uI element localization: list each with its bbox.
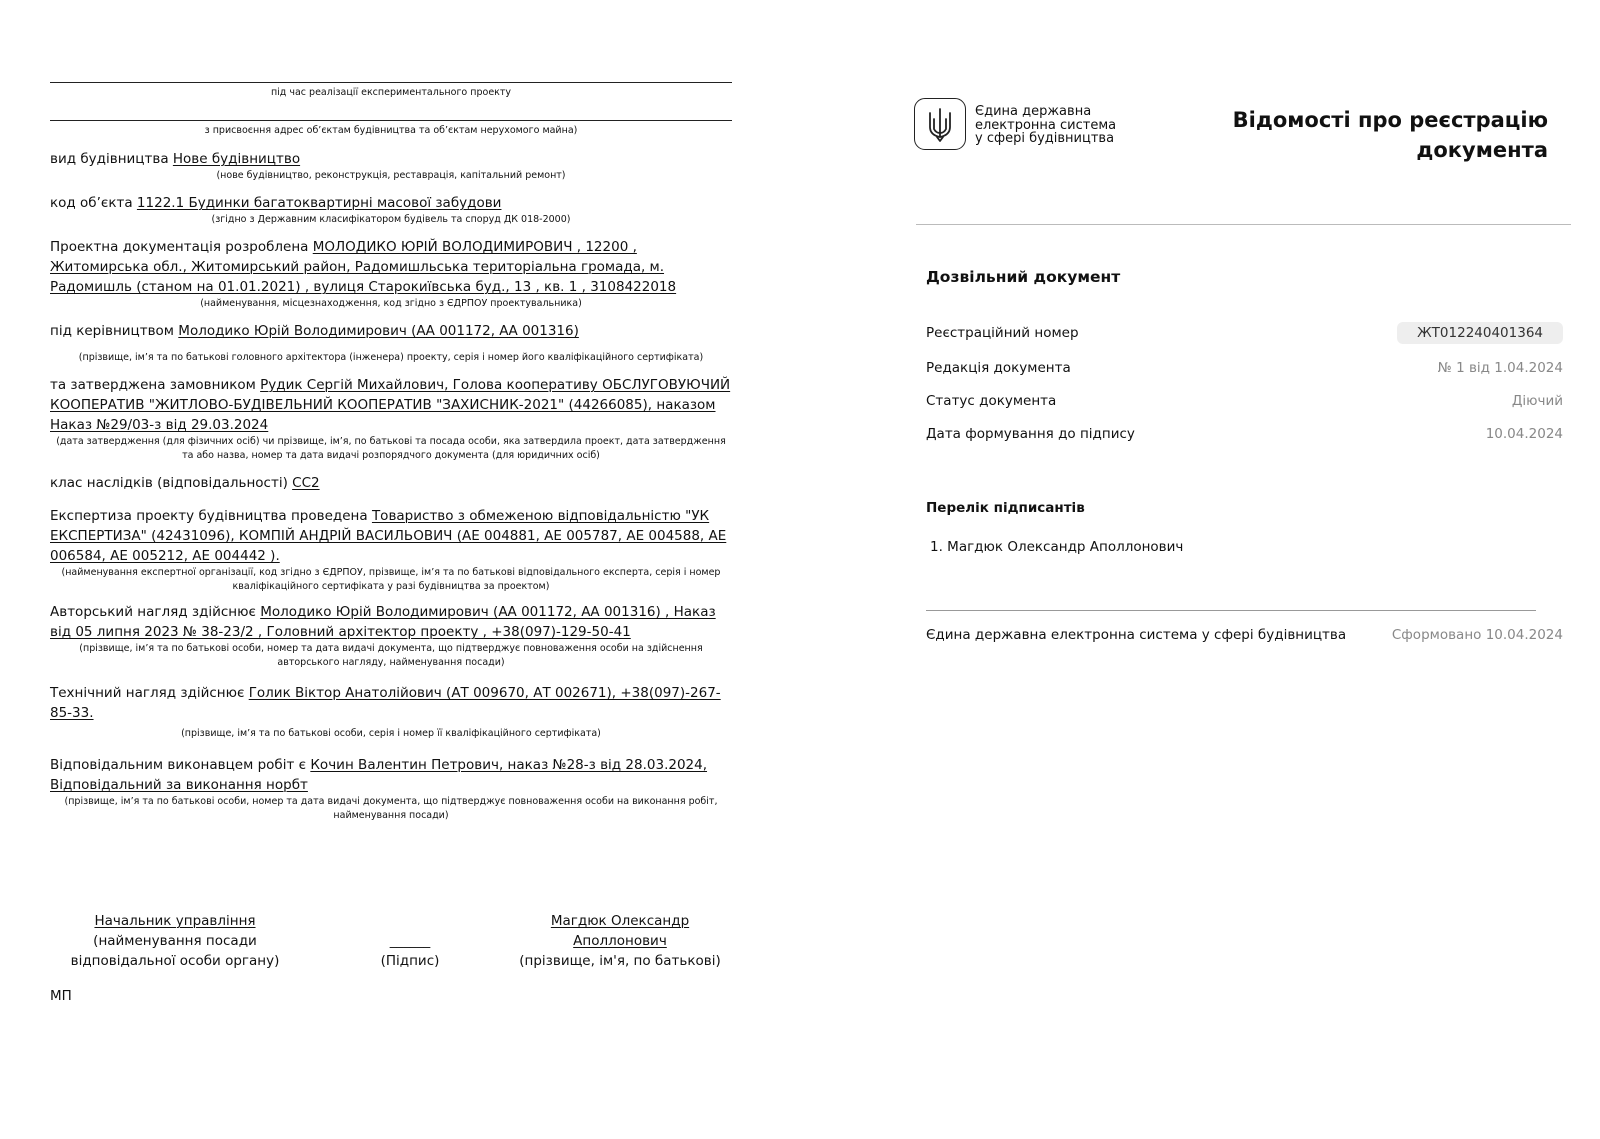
position-caption-1: (найменування посади (93, 933, 257, 949)
designer-value: МОЛОДИКО ЮРІЙ ВОЛОДИМИРОВИЧ , 12200 , Житомирська обл., Житомирський район, Радомишльська територіальна громада, м. Радомишль (станом на 01.01.2021) , вулиця Старокиївська буд., 13 , кв. 1 , 3108422018 (50, 239, 677, 295)
reg-number-row (926, 325, 1563, 347)
chief-architect-value: Молодико Юрій Володимирович (АА 001172, АА 001316) (178, 323, 579, 339)
blank-line-1 (50, 82, 732, 83)
signature-block (50, 911, 732, 971)
object-code-value: 1122.1 Будинки багатоквартирні масової забудови (136, 195, 502, 211)
approved-value: Рудик Сергій Михайлович, Голова кооперативу ОБСЛУГОВУЮЧИЙ КООПЕРАТИВ "ЖИТЛОВО-БУДІВЕЛЬНИЙ КООПЕРАТИВ "ЗАХИСНИК-2021" (44266085), наказом Наказ №29/03-з від 29.03.2024 (50, 377, 731, 433)
logo-line-1: Єдина державна (975, 104, 1092, 119)
chief-architect-field (50, 321, 732, 341)
approved-label: та затверджена замовником (50, 377, 256, 393)
executor-value: Кочин Валентин Петрович, наказ №28-з від 28.03.2024, Відповідальний за виконання норбт (50, 757, 708, 793)
permit-document-body (50, 72, 732, 823)
signature-sign (360, 931, 460, 971)
name-caption: (прізвище, ім'я, по батькові) (519, 953, 721, 969)
chief-architect-label: під керівництвом (50, 323, 174, 339)
status-value: Діючий (1511, 393, 1563, 409)
tech-supervision-label: Технічний нагляд здійснює (50, 685, 245, 701)
executor-caption: (прізвище, ім’я та по батькові особи, номер та дата видачі документа, що підтверджує повноваження особи на виконання робіт, найменування посади) (64, 796, 718, 821)
author-supervision-caption: (прізвище, ім’я та по батькові особи, номер та дата видачі документа, що підтверджує повноваження особи на здійснення авторського нагляду, найменування посади) (79, 643, 703, 668)
name-value-2: Аполлонович (573, 933, 667, 949)
signers-title: Перелік підписантів (926, 500, 1085, 516)
edition-row (926, 360, 1563, 382)
reg-number-badge: ЖТ012240401364 (1397, 322, 1563, 344)
edition-label: Редакція документа (926, 360, 1071, 376)
expertise-caption: (найменування експертної організації, код згідно з ЄДРПОУ, прізвище, ім’я та по батькові відповідального експерта, серія і номер кваліфікаційного сертифіката у разі будівництва за проектом) (61, 567, 721, 592)
construction-type-field (50, 149, 732, 169)
footer-divider (926, 610, 1536, 611)
sign-caption: (Підпис) (380, 953, 440, 969)
designer-field (50, 237, 732, 297)
section-title: Дозвільний документ (926, 268, 1121, 286)
title-line-2: документа (1416, 138, 1548, 162)
consequence-class-label: клас наслідків (відповідальності) (50, 475, 288, 491)
status-label: Статус документа (926, 393, 1057, 409)
consequence-class-field (50, 473, 732, 493)
construction-type-value: Нове будівництво (172, 151, 301, 167)
object-code-caption: (згідно з Державним класифікатором будівель та споруд ДК 018-2000) (211, 214, 571, 225)
construction-type-label: вид будівництва (50, 151, 169, 167)
signature-name (510, 911, 730, 971)
tech-supervision-field (50, 683, 732, 723)
chief-architect-caption: (прізвище, ім’я та по батькові головного архітектора (інженера) проекту, серія і номер його кваліфікаційного сертифіката) (78, 352, 704, 363)
footer-system-name: Єдина державна електронна система у сфері будівництва (926, 627, 1347, 643)
blank-line-2 (50, 120, 732, 121)
designer-caption: (найменування, місцезнаходження, код згідно з ЄДРПОУ проектувальника) (200, 298, 582, 309)
designer-label: Проектна документація розроблена (50, 239, 309, 255)
logo-line-3: у сфері будівництва (975, 131, 1115, 146)
footer-generated-date: Сформовано 10.04.2024 (1391, 627, 1563, 643)
tech-supervision-caption: (прізвище, ім’я та по батькові особи, серія і номер її кваліфікаційного сертифіката) (181, 728, 601, 739)
author-supervision-label: Авторський нагляд здійснює (50, 604, 256, 620)
executor-field (50, 755, 732, 795)
signer-item: 1. Магдюк Олександр Аполлонович (930, 539, 1184, 555)
caption-pilot: під час реалізації експериментального проекту (270, 87, 512, 98)
date-row (926, 426, 1563, 448)
author-supervision-value: Молодико Юрій Володимирович (АА 001172, АА 001316) , Наказ від 05 липня 2023 № 38-23/2 , Головний архітектор проекту , +38(097)-129-50-41 (50, 604, 716, 640)
caption-address: з присвоєння адрес об’єктам будівництва та об’єктам нерухомого майна) (204, 125, 578, 136)
expertise-label: Експертиза проекту будівництва проведена (50, 508, 368, 524)
tech-supervision-value: Голик Віктор Анатолійович (АТ 009670, АТ 002671), +38(097)-267-85-33. (50, 685, 721, 721)
name-value-1: Магдюк Олександр (550, 913, 690, 929)
construction-type-caption: (нове будівництво, реконструкція, реставрація, капітальний ремонт) (216, 170, 566, 181)
position-value: Начальник управління (94, 913, 256, 929)
logo-line-2: електронна система (975, 117, 1117, 133)
status-row (926, 393, 1563, 415)
expertise-value: Товариство з обмеженою відповідальністю "УК ЕКСПЕРТИЗА" (42431096), КОМПІЙ АНДРІЙ ВАСИЛЬОВИЧ (АЕ 004881, АЕ 005787, АЕ 004588, АЕ 006584, АЕ 005212, АЕ 004442 ). (50, 508, 727, 564)
author-supervision-field (50, 602, 732, 642)
edition-value: № 1 від 1.04.2024 (1437, 360, 1563, 376)
position-caption-2: відповідальної особи органу) (70, 953, 280, 969)
expertise-field (50, 506, 732, 566)
date-label: Дата формування до підпису (926, 426, 1135, 442)
object-code-label: код об’єкта (50, 195, 133, 211)
approved-field (50, 375, 732, 435)
consequence-class-value: СС2 (292, 475, 320, 491)
title-line-1: Відомості про реєстрацію (1232, 108, 1548, 132)
system-logo-text (975, 105, 1116, 146)
header-divider (916, 224, 1571, 225)
object-code-field (50, 193, 732, 213)
trident-icon (914, 98, 966, 150)
sign-line: ______ (389, 933, 431, 949)
executor-label: Відповідальним виконавцем робіт є (50, 757, 307, 773)
date-value: 10.04.2024 (1485, 426, 1563, 442)
approved-caption: (дата затвердження (для фізичних осіб) чи прізвище, ім’я, по батькові та посада особи, яка затвердила проект, дата затвердження та або назва, номер та дата видачі розпорядчого документа (для юридичних осіб) (56, 436, 726, 461)
page-title (1208, 105, 1548, 165)
signature-position (50, 911, 300, 971)
reg-number-label: Реєстраційний номер (926, 325, 1079, 341)
stamp-label: МП (50, 988, 72, 1004)
